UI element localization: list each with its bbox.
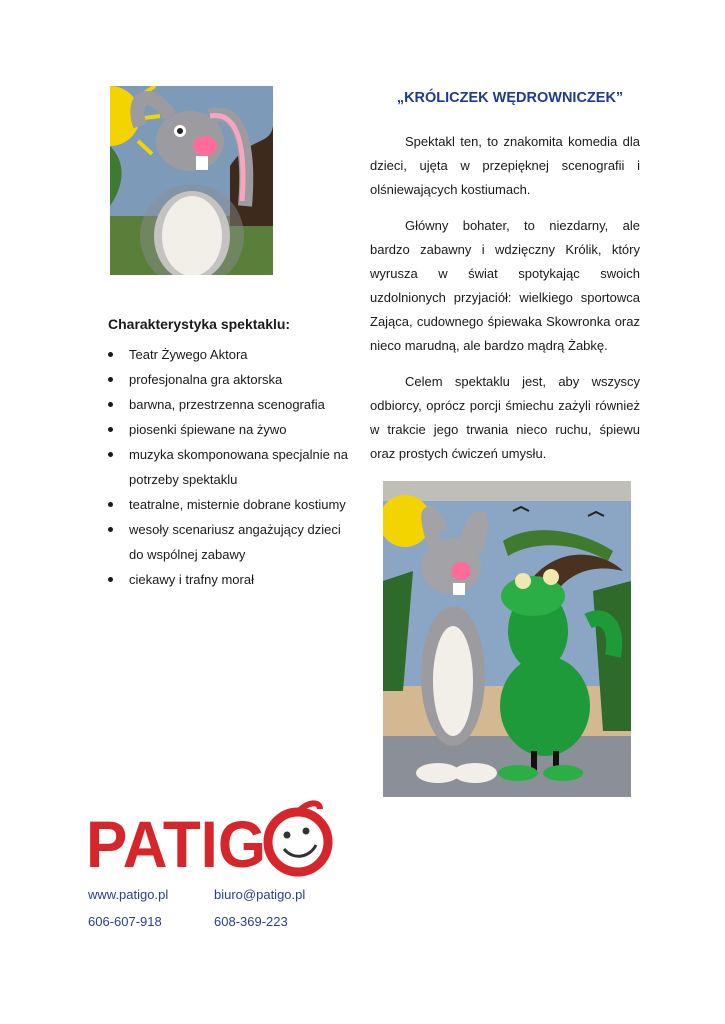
- website-link[interactable]: www.patigo.pl: [88, 887, 169, 902]
- list-item: barwna, przestrzenna scenografia: [105, 392, 355, 417]
- list-item: muzyka skomponowana specjalnie na potrzeby spektaklu: [105, 442, 355, 492]
- patigo-logo: [84, 795, 334, 880]
- list-item: piosenki śpiewane na żywo: [105, 417, 355, 442]
- list-item: ciekawy i trafny morał: [105, 567, 355, 592]
- email-link[interactable]: biuro@patigo.pl: [214, 887, 306, 902]
- characteristics-heading: Charakterystyka spektaklu:: [108, 316, 291, 332]
- bunny-photo: [110, 86, 273, 275]
- list-item: Teatr Żywego Aktora: [105, 342, 355, 367]
- characteristics-list: [105, 342, 355, 592]
- logo-wordmark: PATIG: [86, 807, 266, 880]
- list-item: wesoły scenariusz angażujący dzieci do wspólnej zabawy: [105, 517, 355, 567]
- description-paragraph-1: Spektakl ten, to znakomita komedia dla dzieci, ujęta w przepięknej scenografii i olśniewających kostiumach.: [370, 134, 640, 197]
- phone-number-2: 608-369-223: [214, 914, 288, 929]
- list-item: profesjonalna gra aktorska: [105, 367, 355, 392]
- description-paragraph-2: Główny bohater, to niezdarny, ale bardzo zabawny i wdzięczny Królik, który wyrusza w świat spotykając swoich uzdolnionych przyjaciół: wielkiego sportowca Zająca, cudownego śpiewaka Skowronka oraz nieco marudną, ale bardzo mądrą Żabkę.: [370, 218, 640, 353]
- show-title: „KRÓLICZEK WĘDROWNICZEK”: [396, 90, 624, 106]
- phone-number-1: 606-607-918: [88, 914, 162, 929]
- description-paragraph-3: Celem spektaklu jest, aby wszyscy odbiorcy, oprócz porcji śmiechu zażyli również w trakcie jego trwania nieco ruchu, śpiewu oraz prostych ćwiczeń umysłu.: [370, 374, 640, 461]
- bunny-and-frog-photo: [383, 481, 631, 797]
- list-item: teatralne, misternie dobrane kostiumy: [105, 492, 355, 517]
